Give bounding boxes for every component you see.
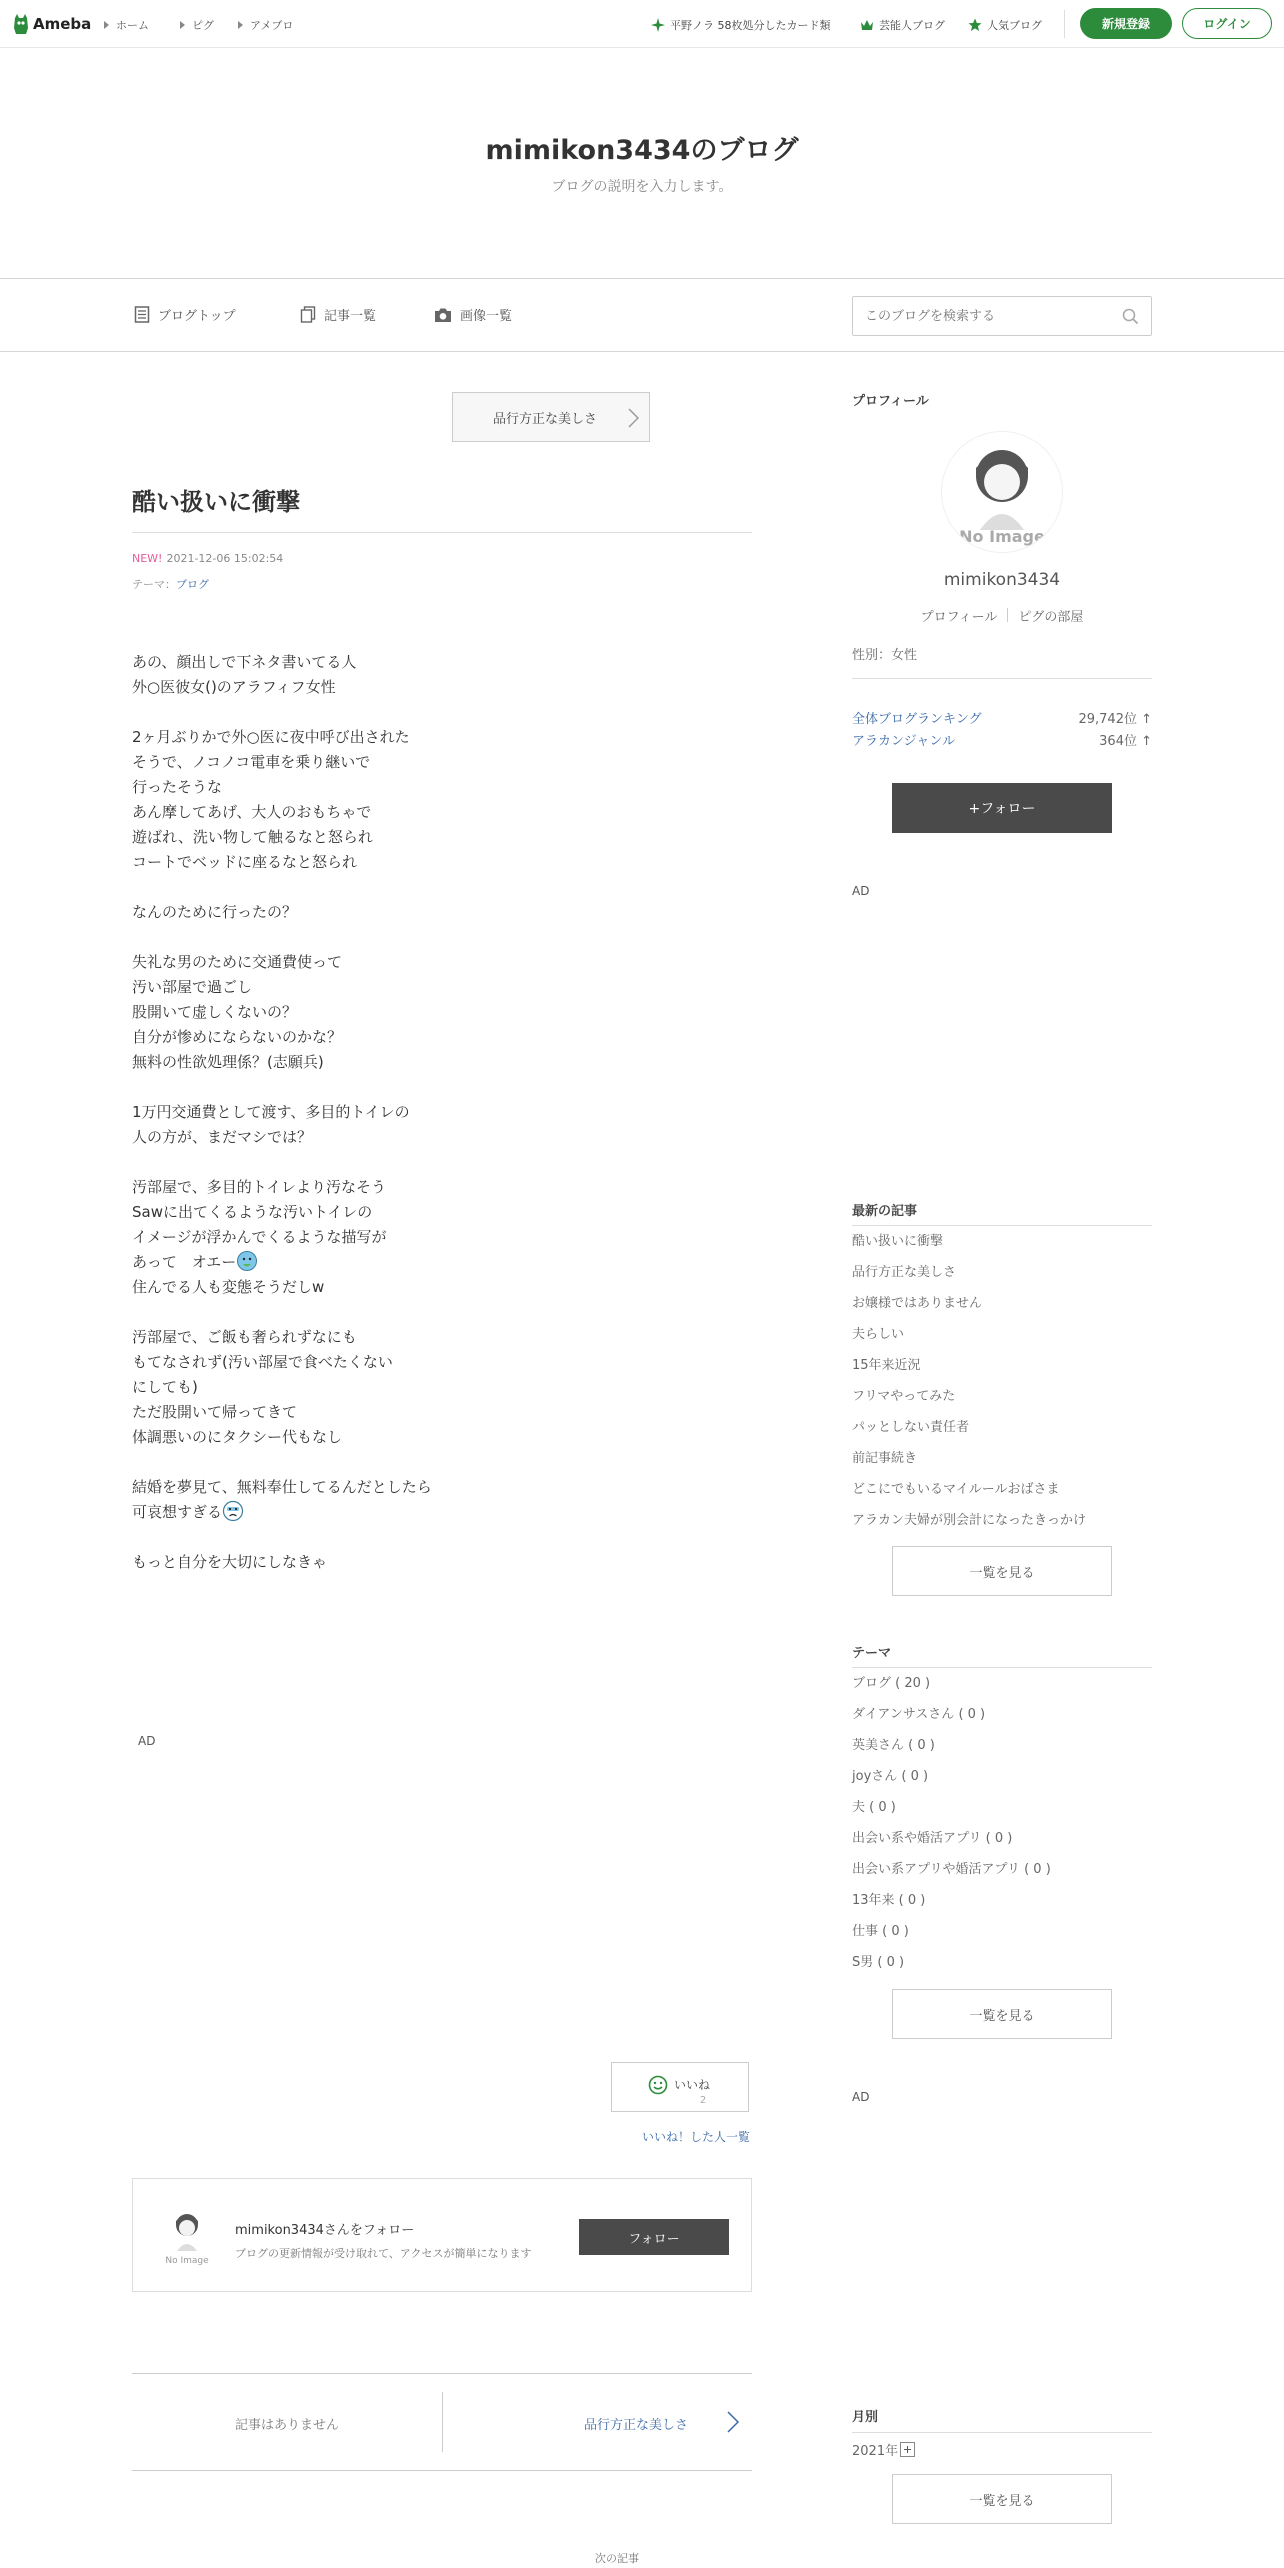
- entry-body: [132, 650, 752, 1575]
- entry-line: そうで、ノコノコ電車を乗り継いで: [132, 753, 371, 771]
- entry-line: 1万円交通費として渡す、多目的トイレの: [132, 1103, 410, 1121]
- year-label: 2021年: [852, 2444, 899, 2459]
- entry-date: 2021-12-06 15:02:54: [166, 552, 284, 565]
- copy-icon: [300, 306, 316, 323]
- latest-heading: 最新の記事: [852, 1204, 918, 1219]
- entry-line: 体調悪いのにタクシー代もなし: [132, 1428, 343, 1446]
- adjacent-entry-button[interactable]: 品行方正な美しさ: [452, 392, 650, 442]
- entry-line: あん摩してあげ、大人のおもちゃで: [132, 803, 372, 821]
- blog-search-box: [852, 296, 1152, 336]
- theme-item-link[interactable]: joyさん ( 0 ): [852, 1769, 929, 1784]
- triangle-right-icon: [180, 21, 185, 29]
- chevron-right-icon: [627, 408, 639, 428]
- entry-line: [132, 875, 752, 900]
- entry-line: もてなされず(汚い部屋で食べたくない: [132, 1353, 393, 1371]
- entry-line: 2ヶ月ぶりかで外○医に夜中呼び出された: [132, 728, 410, 746]
- menu-entry-list[interactable]: 記事一覧: [300, 305, 376, 324]
- entry-line: 自分が惨めにならないのかな？: [132, 1028, 343, 1046]
- theme-item-link[interactable]: 13年来 ( 0 ): [852, 1893, 926, 1908]
- entry-line: 汚部屋で、ご飯も奢られずなにも: [132, 1328, 357, 1346]
- vomit-emoji-icon: [236, 1250, 258, 1272]
- profile-link[interactable]: プロフィール: [920, 610, 998, 625]
- entry-line: 行ったそうな: [132, 778, 223, 796]
- like-list-link[interactable]: いいね！した人一覧: [642, 2130, 751, 2144]
- ameba-logo[interactable]: [12, 12, 91, 36]
- entry-line: [132, 1450, 752, 1475]
- sidebar-ad-label: AD: [852, 2090, 870, 2104]
- trend-link[interactable]: 平野ノラ 58枚処分したカード類: [651, 17, 831, 33]
- blog-menu: [0, 278, 1284, 352]
- entry-line: コートでベッドに座るなと怒られ: [132, 853, 358, 871]
- triangle-right-icon: [104, 21, 109, 29]
- rank-overall-link[interactable]: 全体ブログランキング: [852, 712, 982, 727]
- theme-see-all-button[interactable]: 一覧を見る: [892, 1989, 1112, 2039]
- star-icon: [968, 18, 982, 32]
- profile-divider: [852, 678, 1152, 679]
- latest-see-all-button[interactable]: 一覧を見る: [892, 1546, 1112, 1596]
- follow-box: [132, 2178, 752, 2292]
- entry-line: あって オエー: [132, 1250, 752, 1275]
- expand-plus-icon[interactable]: [900, 2442, 915, 2457]
- popular-blog-link[interactable]: 人気ブログ: [968, 17, 1042, 33]
- entry-line: 住んでる人も変態そうだしw: [132, 1278, 325, 1296]
- theme-item-link[interactable]: 夫 ( 0 ): [852, 1800, 896, 1815]
- triangle-right-icon: [238, 21, 243, 29]
- logo-text: Ameba: [33, 15, 92, 33]
- blog-description: ブログの説明を入力します。: [551, 179, 733, 195]
- previous-entry-none: 記事はありません: [234, 2418, 339, 2433]
- entry-line: [132, 925, 752, 950]
- rank-genre-link[interactable]: アラカンジャンル: [852, 734, 956, 749]
- entry-line: にしても): [132, 1378, 198, 1396]
- menu-image-list[interactable]: 画像一覧: [434, 305, 512, 324]
- entry-line: もっと自分を大切にしなきゃ: [132, 1553, 328, 1571]
- rank-genre-value: 364位 ↑: [1099, 734, 1152, 749]
- entry-line: 汚部屋で、多目的トイレより汚なそう: [132, 1178, 386, 1196]
- entry-line: イメージが浮かんでくるような描写が: [132, 1228, 387, 1246]
- theme-item-link[interactable]: 出会い系や婚活アプリ ( 0 ): [852, 1831, 1013, 1846]
- sparkle-icon: [651, 18, 665, 32]
- theme-item-link[interactable]: 仕事 ( 0 ): [852, 1924, 909, 1939]
- theme-item-link[interactable]: S男 ( 0 ): [852, 1955, 905, 1970]
- like-count: 2: [699, 2095, 707, 2106]
- rank-overall: [852, 708, 1152, 727]
- latest-entry-link[interactable]: アラカン夫婦が別会計になったきっかけ: [852, 1513, 1087, 1528]
- theme-heading: テーマ: [852, 1646, 892, 1661]
- latest-entry-link[interactable]: 酷い扱いに衝撃: [852, 1234, 944, 1249]
- theme-item-link[interactable]: 出会い系アプリや婚活アプリ ( 0 ): [852, 1862, 1051, 1877]
- entry-line: [132, 700, 752, 725]
- like-button[interactable]: [611, 2062, 749, 2112]
- register-button[interactable]: 新規登録: [1080, 8, 1172, 39]
- sidebar-ad-label: AD: [852, 884, 870, 898]
- entry-line: [132, 1150, 752, 1175]
- entry-line: あの、顔出しで下ネタ書いてる人: [132, 653, 357, 671]
- latest-entry-link[interactable]: パッとしない責任者: [852, 1420, 970, 1435]
- entry-line: [132, 1525, 752, 1550]
- search-input[interactable]: [853, 297, 1103, 335]
- header-divider: [1064, 10, 1065, 38]
- entry-line: なんのために行ったの？: [132, 903, 298, 921]
- nav-pigg[interactable]: ピグ: [180, 17, 214, 33]
- link-separator: [1007, 608, 1008, 622]
- latest-list: [852, 1226, 1086, 1536]
- entry-pager: [132, 2373, 752, 2471]
- camera-icon: [434, 307, 452, 323]
- theme-item-link[interactable]: 英美さん ( 0 ): [852, 1738, 935, 1753]
- profile-avatar[interactable]: [942, 432, 1062, 552]
- pig-room-link[interactable]: ピグの部屋: [1018, 610, 1084, 625]
- latest-entry-link[interactable]: 夫らしい: [852, 1327, 905, 1342]
- global-header: [0, 0, 1284, 48]
- follow-button[interactable]: フォロー: [579, 2219, 729, 2255]
- no-image-avatar: [163, 2207, 211, 2267]
- entry-line: 外○医彼女()のアラフィフ女性: [132, 678, 336, 696]
- rank-genre: [852, 730, 1152, 749]
- entry-line: 可哀想すぎる: [132, 1500, 752, 1525]
- entry-line: 人の方が、まだマシでは？: [132, 1128, 313, 1146]
- profile-gender: 性別：女性: [852, 648, 918, 663]
- search-icon[interactable]: [1122, 308, 1139, 325]
- entry-line: 汚い部屋で過ごし: [132, 978, 253, 996]
- theme-list: [852, 1668, 1051, 1978]
- entry-line: [132, 1300, 752, 1325]
- entry-line: ただ股開いて帰ってきて: [132, 1403, 298, 1421]
- theme-item-link[interactable]: ダイアンサスさん ( 0 ): [852, 1707, 986, 1722]
- smile-icon: [648, 2075, 668, 2095]
- document-icon: [134, 306, 150, 323]
- like-label: いいね: [674, 2078, 711, 2092]
- nav-ameblo[interactable]: アメブロ: [238, 17, 293, 33]
- rank-overall-value: 29,742位 ↑: [1078, 712, 1152, 727]
- no-image-avatar: [942, 432, 1062, 552]
- no-image-text: No Image: [959, 527, 1045, 546]
- new-badge: NEW!: [132, 552, 163, 565]
- latest-entry-link[interactable]: 前記事続き: [852, 1451, 918, 1466]
- no-image-text: No Image: [165, 2256, 209, 2266]
- monthly-divider: [852, 2432, 1152, 2433]
- monthly-heading: 月別: [852, 2410, 879, 2425]
- monthly-see-all-button[interactable]: 一覧を見る: [892, 2474, 1112, 2524]
- ad-label: AD: [138, 1734, 156, 1748]
- follow-subtitle: ブログの更新情報が受け取れて、アクセスが簡単になります: [235, 2247, 532, 2260]
- blog-title[interactable]: mimikon3434のブログ: [485, 135, 799, 166]
- next-entry-link[interactable]: 品行方正な美しさ: [584, 2418, 689, 2433]
- profile-links: [852, 606, 1152, 625]
- entry-line: [132, 1075, 752, 1100]
- latest-entry-link[interactable]: どこにでもいるマイルールおばさま: [852, 1482, 1060, 1497]
- crown-icon: [860, 19, 874, 31]
- next-entry-label: 次の記事: [595, 2552, 639, 2565]
- entry-line: 股開いて虚しくないの？: [132, 1003, 298, 1021]
- sad-face-emoji-icon: [222, 1500, 244, 1522]
- entry-line: 遊ばれ、洗い物して触るなと怒られ: [132, 828, 373, 846]
- theme-link[interactable]: ブログ: [176, 578, 209, 591]
- profile-heading: プロフィール: [852, 394, 929, 409]
- entry-line: 失礼な男のために交通費使って: [132, 953, 343, 971]
- entry-title[interactable]: 酷い扱いに衝撃: [132, 488, 300, 516]
- latest-entry-link[interactable]: 品行方正な美しさ: [852, 1265, 957, 1280]
- follow-title: mimikon3434さんをフォロー: [235, 2223, 415, 2238]
- month-year-toggle[interactable]: [852, 2440, 915, 2459]
- menu-blog-top[interactable]: ブログトップ: [134, 305, 236, 324]
- latest-entry-link[interactable]: お嬢様ではありません: [852, 1296, 983, 1311]
- theme-item-link[interactable]: ブログ ( 20 ): [852, 1676, 931, 1691]
- ameba-mascot-icon: [12, 12, 30, 36]
- entry-line: 結婚を夢見て、無料奉仕してるんだとしたら: [132, 1478, 432, 1496]
- nav-home[interactable]: ホーム: [104, 17, 149, 33]
- latest-entry-link[interactable]: 15年来近況: [852, 1358, 921, 1373]
- pager-divider: [442, 2392, 443, 2452]
- entry-line: 無料の性欲処理係？(志願兵): [132, 1053, 324, 1071]
- celebrity-blog-link[interactable]: 芸能人ブログ: [860, 17, 945, 33]
- entry-line: Sawに出てくるような汚いトイレの: [132, 1203, 373, 1221]
- latest-entry-link[interactable]: フリマやってみた: [852, 1389, 956, 1404]
- profile-name[interactable]: mimikon3434: [943, 570, 1061, 590]
- title-divider: [132, 532, 752, 533]
- login-button[interactable]: ログイン: [1182, 8, 1272, 39]
- sidebar-follow-button[interactable]: +フォロー: [892, 783, 1112, 833]
- entry-meta: [132, 552, 283, 565]
- entry-theme: テーマ：ブログ: [132, 578, 209, 591]
- chevron-right-icon[interactable]: [726, 2410, 740, 2434]
